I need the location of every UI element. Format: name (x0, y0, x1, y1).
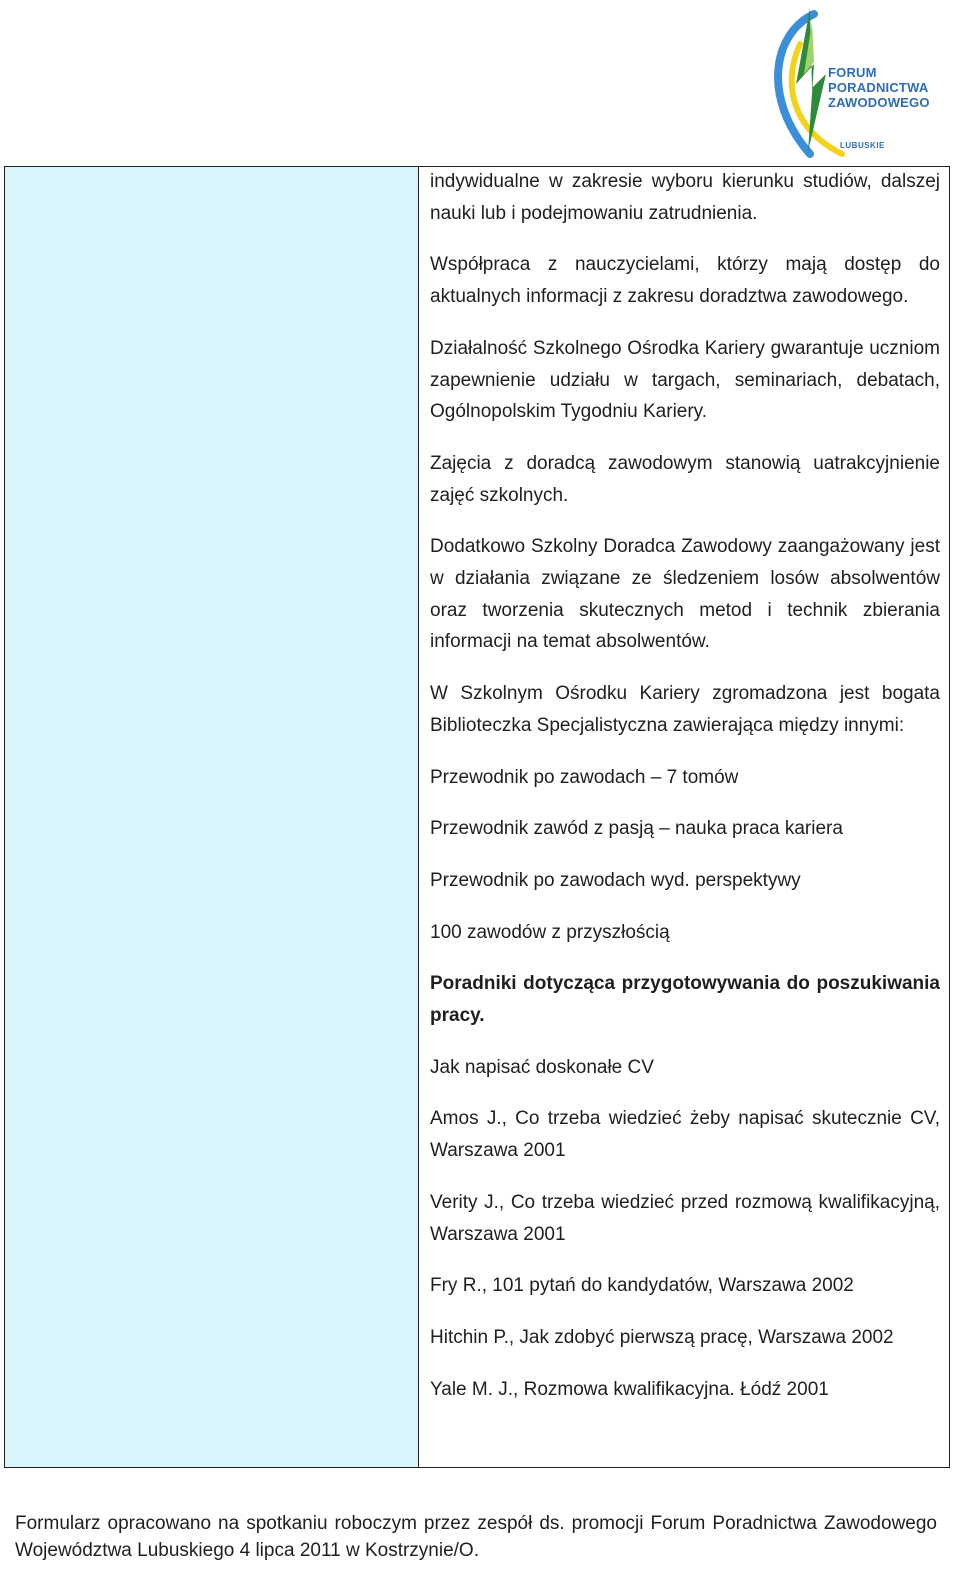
table-right-column (430, 166, 940, 1405)
library-item: Fry R., 101 pytań do kandydatów, Warszawa 2002 (430, 1275, 854, 1297)
paragraph-advisor-classes: Zajęcia z doradcą zawodowym stanowią uatrakcyjnienie zajęć szkolnych. (430, 452, 940, 506)
paragraph-individual-guidance: indywidualne w zakresie wyboru kierunku studiów, dalszej nauki lub i podejmowaniu zatrudnienia. (430, 171, 940, 224)
forum-logo (752, 4, 952, 164)
library-item: Verity J., Co trzeba wiedzieć przed rozmową kwalifikacyjną, Warszawa 2001 (430, 1191, 940, 1245)
table-left-column (5, 167, 419, 1467)
footer-note: Formularz opracowano na spotkaniu roboczym przez zespół ds. promocji Forum Poradnictwa Zawodowego Województwa Lubuskiego 4 lipca 2011 w Kostrzynie/O. (15, 1513, 937, 1561)
library-item: Przewodnik po zawodach wyd. perspektywy (430, 869, 801, 891)
logo-line-3: ZAWODOWEGO (828, 95, 930, 110)
page-footer (15, 1510, 937, 1564)
library-item: 100 zawodów z przyszłością (430, 921, 670, 943)
section-heading-job-search-guides: Poradniki dotycząca przygotowywania do poszukiwania pracy. (430, 973, 940, 1027)
library-item: Jak napisać doskonałe CV (430, 1056, 654, 1078)
logo-line-2: PORADNICTWA (828, 80, 929, 95)
logo-region: LUBUSKIE (840, 141, 885, 150)
paragraph-library-intro: W Szkolnym Ośrodku Kariery zgromadzona jest bogata Biblioteczka Specjalistyczna zawierająca między innymi: (430, 683, 940, 736)
library-item: Hitchin P., Jak zdobyć pierwszą pracę, Warszawa 2002 (430, 1326, 894, 1348)
paragraph-career-center-activity: Działalność Szkolnego Ośrodka Kariery gwarantuje uczniom zapewnienie udziału w targach, seminariach, debatach, Ogólnopolskim Tygodniu Kariery. (430, 337, 940, 423)
logo-line-1: FORUM (828, 65, 877, 80)
library-item: Amos J., Co trzeba wiedzieć żeby napisać skutecznie CV, Warszawa 2001 (430, 1108, 940, 1162)
paragraph-graduate-tracking: Dodatkowo Szkolny Doradca Zawodowy zaangażowany jest w działania związane ze śledzeniem losów absolwentów oraz tworzenia skutecznych metod i technik zbierania informacji na temat absolwentów. (430, 536, 940, 653)
library-item: Przewodnik po zawodach – 7 tomów (430, 766, 739, 788)
paragraph-teacher-cooperation: Współpraca z nauczycielami, którzy mają dostęp do aktualnych informacji z zakresu doradztwa zawodowego. (430, 254, 940, 308)
library-item: Przewodnik zawód z pasją – nauka praca kariera (430, 818, 843, 840)
library-item: Yale M. J., Rozmowa kwalifikacyjna. Łódź 2001 (430, 1378, 829, 1400)
